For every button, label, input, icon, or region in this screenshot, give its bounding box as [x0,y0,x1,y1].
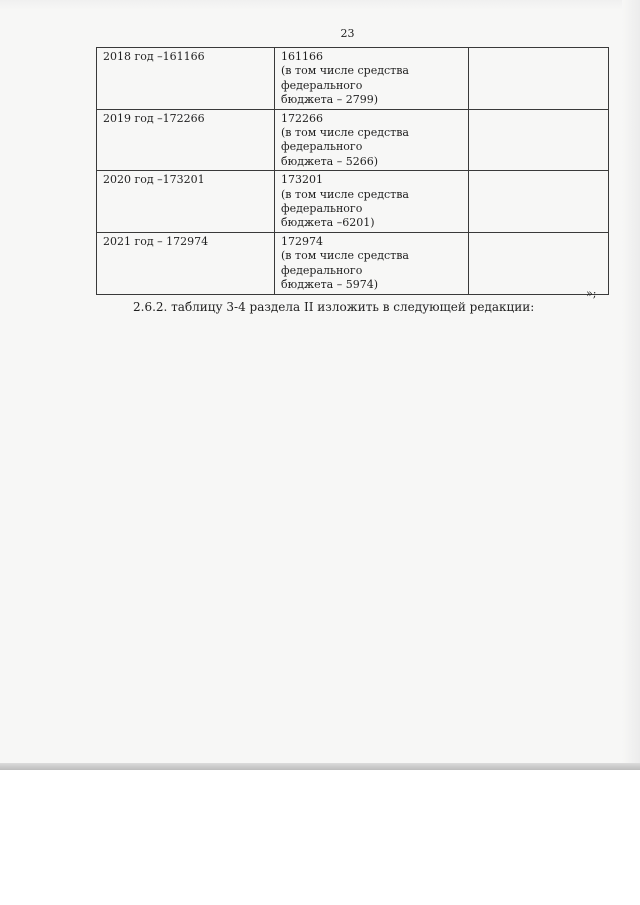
page-number: 23 [340,27,355,40]
table-row [97,171,609,233]
amount-cell [275,109,469,171]
table-row [97,48,609,110]
year-cell: 2019 год –172266 [97,109,275,171]
amount-detail-line: федерального [281,263,363,277]
note-cell [469,109,609,171]
amount-value: 173201 [281,173,323,187]
scan-right-edge [622,0,640,770]
amount-detail-line: (в том числе средства [281,64,409,78]
amount-value: 172974 [281,234,323,248]
table-row [97,232,609,294]
amount-detail-line: бюджета –6201) [281,216,375,230]
table-row [97,109,609,171]
amount-detail-line: федерального [281,140,363,154]
amount-detail-line: бюджета – 2799) [281,93,379,107]
amount-cell [275,171,469,233]
amount-cell [275,48,469,110]
amount-detail-line: бюджета – 5974) [281,278,379,292]
amount-value: 161166 [281,50,323,63]
scan-bottom-edge [0,763,640,770]
amendment-instruction: 2.6.2. таблицу 3-4 раздела II изложить в следующей редакции: [133,300,535,314]
amount-detail-line: (в том числе средства [281,187,409,201]
amount-detail-line: (в том числе средства [281,249,409,263]
year-cell: 2018 год –161166 [97,48,275,110]
year-cell: 2020 год –173201 [97,171,275,233]
amount-detail-line: бюджета – 5266) [281,154,379,168]
note-cell [469,171,609,233]
note-cell [469,232,609,294]
amount-value: 172266 [281,111,323,125]
amount-cell [275,232,469,294]
closing-quote: »; [586,287,597,300]
scan-top-edge [0,0,640,10]
year-cell: 2021 год – 172974 [97,232,275,294]
note-cell [469,48,609,110]
funding-table [96,47,609,295]
amount-detail-line: федерального [281,202,363,216]
amount-detail-line: федерального [281,78,363,92]
amount-detail-line: (в том числе средства [281,126,409,140]
